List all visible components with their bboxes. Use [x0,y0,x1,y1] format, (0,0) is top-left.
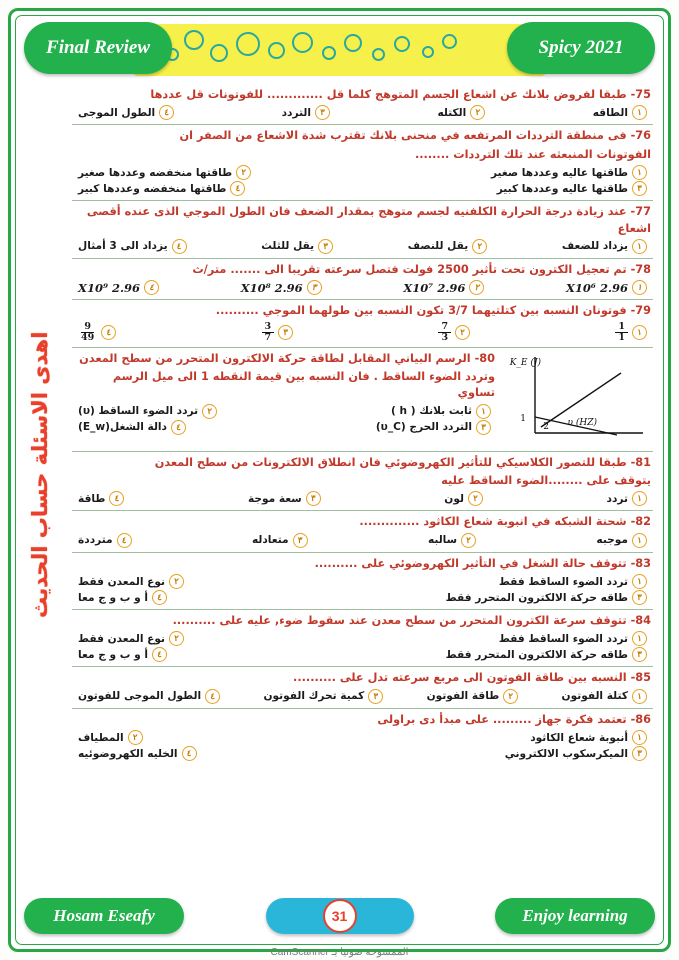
option-label: كمية تحرك الفوتون [263,690,365,703]
option-label: متعادله [251,534,289,547]
options-row [78,181,647,196]
option-١[interactable] [615,322,647,343]
option-badge: ١ [632,280,647,295]
option-٣[interactable] [446,590,647,605]
options-group [74,631,651,662]
option-٣[interactable] [262,322,294,343]
option-٣[interactable] [248,491,321,506]
question-text: 79- فوتونان النسبه بين كتلتيهما 3/7 تكون النسبه بين طولهما الموجي .......... [215,304,651,318]
option-badge: ٢ [469,280,484,295]
option-label: التردد [281,106,312,119]
option-badge: ٢ [236,165,251,180]
bubble-icon [322,46,336,60]
option-٢[interactable] [444,491,483,506]
option-badge: ٢ [472,239,487,254]
option-١[interactable] [499,574,647,589]
option-badge: ٣ [293,533,308,548]
option-label: طاقه حركة الالكترون المتحرر فقط [445,648,628,661]
option-badge: ٢ [202,404,217,419]
option-label: التردد الحرج (υ_C) [375,421,472,434]
question-84 [72,610,653,667]
option-٣[interactable] [376,420,491,435]
option-١[interactable] [530,730,647,745]
author-badge: Hosam Eseafy [24,898,184,934]
option-label: 2.96 X10⁹ [78,280,141,295]
option-١[interactable] [391,404,491,419]
side-title: اهدى الاسئلة حساب الحديث [28,331,52,619]
option-٤[interactable] [78,647,167,662]
option-label: طاقتها منخفضه وعددها صغير [78,166,233,179]
option-label: أنبوبة شعاع الكاثود [530,731,628,744]
option-١[interactable] [562,239,647,254]
option-label: أ و ب و ج معا [78,648,149,661]
option-badge: ١ [632,730,647,745]
question-text-line2: وتردد الضوء الساقط . فان النسبه بين قيمة النقطه 1 الى ميل الرسم تساوي [112,369,495,400]
option-badge: ١ [632,689,647,704]
option-label: يزداد للضعف [561,240,628,253]
option-label: يزداد الى 3 أمثال [78,240,168,253]
option-badge: ٣ [315,105,330,120]
options-row [78,590,647,605]
option-badge: ١ [632,631,647,646]
option-badge: ٢ [470,105,485,120]
bubble-icon [394,36,410,52]
option-٣[interactable] [252,533,308,548]
question-text: 86- تعتمد فكرة جهاز ......... على مبدأ دى براولى [377,712,651,726]
option-٤[interactable] [78,533,132,548]
option-٣[interactable] [446,647,647,662]
bubble-icon [268,42,285,59]
option-label: طاقتها عاليه وعددها صغير [490,166,628,179]
question-text-block [74,351,495,435]
option-٢[interactable] [427,689,519,704]
svg-text:1: 1 [520,413,526,424]
option-badge: ٤ [144,280,159,295]
option-٣[interactable] [282,105,330,120]
option-badge: ٤ [182,746,197,761]
option-٣[interactable] [241,280,322,295]
options-row [78,165,647,180]
question-text: 85- النسبه بين طاقة الفوتون الى مربع سرعته تدل على .......... [293,671,651,685]
option-٤[interactable] [78,280,159,295]
options-group [74,239,651,254]
option-badge: ١ [632,325,647,340]
option-٤[interactable] [78,181,245,196]
bubble-icon [372,48,385,61]
option-fraction: $\frac{3}{7}$ [262,322,275,343]
option-badge: ٢ [169,631,184,646]
option-badge: ١ [632,239,647,254]
option-badge: ٢ [461,533,476,548]
option-badge: ٣ [632,746,647,761]
question-86 [72,709,653,765]
options-row [78,574,647,589]
bubble-icon [292,32,313,53]
options-row [78,730,647,745]
option-label: ثابت بلانك ( h ) [391,405,472,418]
option-label: نوع المعدن فقط [78,632,165,645]
option-٤[interactable] [78,491,124,506]
option-٢[interactable] [78,574,184,589]
question-text: 77- عند زيادة درجة الحرارة الكلفنيه لجسم متوهج بمقدار الضعف فان الطول الموجي الذى عنده أقصى اشعاع [86,205,651,235]
option-label: الطول الموجى للفوتون [78,690,202,703]
option-badge: ٤ [205,689,220,704]
option-٣[interactable] [505,746,647,761]
options-group [74,165,651,196]
question-text: 78- تم تعجيل الكترون تحت تأثير 2500 فولت فتصل سرعته تقريبا الى ....... متر/ث [192,262,651,276]
option-١[interactable] [593,105,647,120]
option-label: دالة الشغل(E_w) [78,421,167,434]
option-fraction: $\frac{7}{3}$ [438,322,451,343]
option-badge: ٢ [455,325,470,340]
header-left-label: Final Review [24,22,172,74]
option-badge: ٣ [632,181,647,196]
option-label: مترددة [78,534,113,547]
question-75 [72,84,653,125]
option-badge: ٣ [632,590,647,605]
option-٤[interactable] [78,689,220,704]
option-label: طاقتها عاليه وعددها كبير [496,182,628,195]
bubble-icon [236,32,260,56]
option-badge: ٤ [159,105,174,120]
header-right-label: Spicy 2021 [507,22,655,74]
options-group [74,533,651,548]
option-label: الكتله [437,106,467,119]
option-٣[interactable] [263,689,383,704]
option-label: نوع المعدن فقط [78,575,165,588]
option-٢[interactable] [78,631,184,646]
option-badge: ٢ [169,574,184,589]
options-group [74,280,651,295]
option-٢[interactable] [78,165,251,180]
option-٤[interactable] [78,322,116,343]
option-badge: ٤ [152,590,167,605]
options-group [74,730,651,761]
option-badge: ٤ [117,533,132,548]
options-row [78,746,647,761]
option-١[interactable] [596,533,647,548]
option-label: سعة موجة [247,492,302,505]
option-label: تردد [606,492,628,505]
option-label: الخليه الكهروضوئيه [78,747,178,760]
option-label: تردد الضوء الساقط (υ) [78,405,199,418]
svg-text:2: 2 [543,421,549,432]
question-76 [72,125,653,201]
bubble-icon [344,34,362,52]
options-group [74,322,651,343]
svg-text:υ (HZ): υ (HZ) [567,417,597,428]
option-label: يقل للثلث [261,240,315,253]
option-label: موجبه [596,534,628,547]
option-٢[interactable] [437,105,485,120]
option-٤[interactable] [78,420,186,435]
option-٢[interactable] [78,730,143,745]
option-label: 2.96 X10⁷ [403,280,466,295]
options-group [74,404,495,435]
option-badge: ١ [632,491,647,506]
question-78 [72,259,653,300]
option-١[interactable] [566,280,647,295]
option-badge: ٢ [503,689,518,704]
option-٢[interactable] [408,239,487,254]
option-١[interactable] [607,491,647,506]
options-row [78,420,491,435]
option-badge: ٤ [230,181,245,196]
option-١[interactable] [491,165,647,180]
header-banner [132,24,547,76]
option-label: 2.96 X10⁶ [566,280,628,295]
option-badge: ٢ [468,491,483,506]
options-row [78,631,647,646]
option-badge: ٣ [307,280,322,295]
option-٤[interactable] [78,105,174,120]
option-badge: ١ [632,105,647,120]
option-label: طاقتها منخفضه وعددها كبير [78,182,227,195]
option-badge: ٤ [101,325,116,340]
question-text: 84- تتوقف سرعة الكترون المتحرر من سطح معدن عند سقوط ضوء, عليه على .......... [172,614,651,628]
option-badge: ٤ [171,420,186,435]
page-number-bar [266,898,414,934]
option-٤[interactable] [78,590,167,605]
option-١[interactable] [562,689,647,704]
bubble-icon [422,46,434,58]
page-number: 31 [323,899,357,933]
option-٣[interactable] [497,181,647,196]
option-label: طاقة [78,492,106,505]
option-badge: ٢ [128,730,143,745]
option-label: سالبه [427,534,458,547]
option-badge: ٤ [109,491,124,506]
option-badge: ١ [632,574,647,589]
option-label: طاقة الفوتون [426,690,500,703]
question-text: 81- طبقا للتصور الكلاسيكي للتأثير الكهروضوئي فان انطلاق الالكترونات من سطح المعدن [154,455,651,469]
question-82 [72,511,653,552]
question-text: 76- فى منطقة الترددات المرتفعه في منحنى بلانك تقترب شدة الاشعاع من الصفر ان [179,129,651,143]
scanner-watermark: الممسوحة ضوئيا بـ CamScanner [270,947,409,958]
kinetic-energy-graph [501,351,651,447]
options-row [78,404,491,419]
option-label: تردد الضوء الساقط فقط [498,632,628,645]
option-badge: ٤ [152,647,167,662]
option-label: المطياف [78,731,124,744]
questions-column [72,84,653,886]
options-row [78,647,647,662]
question-77 [72,201,653,259]
question-text-line2: الفوتونات المنبعثه عند تلك الترددات ........ [414,147,651,161]
option-badge: ١ [632,533,647,548]
question-83 [72,553,653,610]
option-label: 2.96 X10⁸ [240,280,303,295]
bubble-icon [442,34,457,49]
option-label: أ و ب و ج معا [78,591,149,604]
motto-badge: Enjoy learning [495,898,655,934]
question-text: 75- طبقا لفروض بلانك عن اشعاع الجسم المتوهج كلما قل ............. للفوتونات قل عددها [150,88,651,101]
question-81 [72,452,653,512]
page-footer [24,898,655,938]
option-badge: ٣ [278,325,293,340]
option-label: الميكرسكوب الالكتروني [504,747,628,760]
option-label: يقل للنصف [407,240,469,253]
option-٢[interactable] [78,404,217,419]
option-label: كتلة الفوتون [561,690,628,703]
option-٢[interactable] [403,280,484,295]
option-١[interactable] [499,631,647,646]
question-79 [72,300,653,347]
question-text: 83- تتوقف حالة الشغل في التأثير الكهروضوئي على .......... [314,556,651,570]
option-badge: ٣ [368,689,383,704]
question-with-graph [74,351,651,447]
option-٤[interactable] [78,746,197,761]
question-85 [72,667,653,708]
option-label: الطول الموجى [78,106,156,119]
option-badge: ٤ [172,239,187,254]
option-badge: ١ [476,404,491,419]
bubble-icon [210,44,228,62]
options-group [74,105,651,120]
option-badge: ١ [632,165,647,180]
option-badge: ٣ [318,239,333,254]
options-group [74,491,651,506]
option-label: الطاقه [592,106,628,119]
option-٢[interactable] [438,322,470,343]
page-header [24,22,655,80]
option-٣[interactable] [261,239,333,254]
question-80 [72,348,653,452]
option-fraction: $\frac{1}{1}$ [615,322,628,343]
option-badge: ٣ [632,647,647,662]
question-text-line2: يتوقف على ........الضوء الساقط عليه [441,473,651,487]
option-fraction: $\frac{9}{49}$ [81,320,95,343]
option-label: لون [444,492,464,505]
bubble-icon [184,30,204,50]
options-group [74,574,651,605]
svg-text:K_E (J): K_E (J) [509,357,541,368]
options-group [74,689,651,704]
option-label: طاقه حركة الالكترون المتحرر فقط [445,591,628,604]
question-text: 80- الرسم البياني المقابل لطاقة حركة الالكترون المتحرر من سطح المعدن [79,351,495,365]
option-label: تردد الضوء الساقط فقط [498,575,628,588]
option-٤[interactable] [78,239,187,254]
question-text: 82- شحنة الشبكه في انبوبة شعاع الكاثود .............. [359,515,651,529]
option-badge: ٣ [306,491,321,506]
option-badge: ٣ [476,420,491,435]
option-٢[interactable] [428,533,476,548]
